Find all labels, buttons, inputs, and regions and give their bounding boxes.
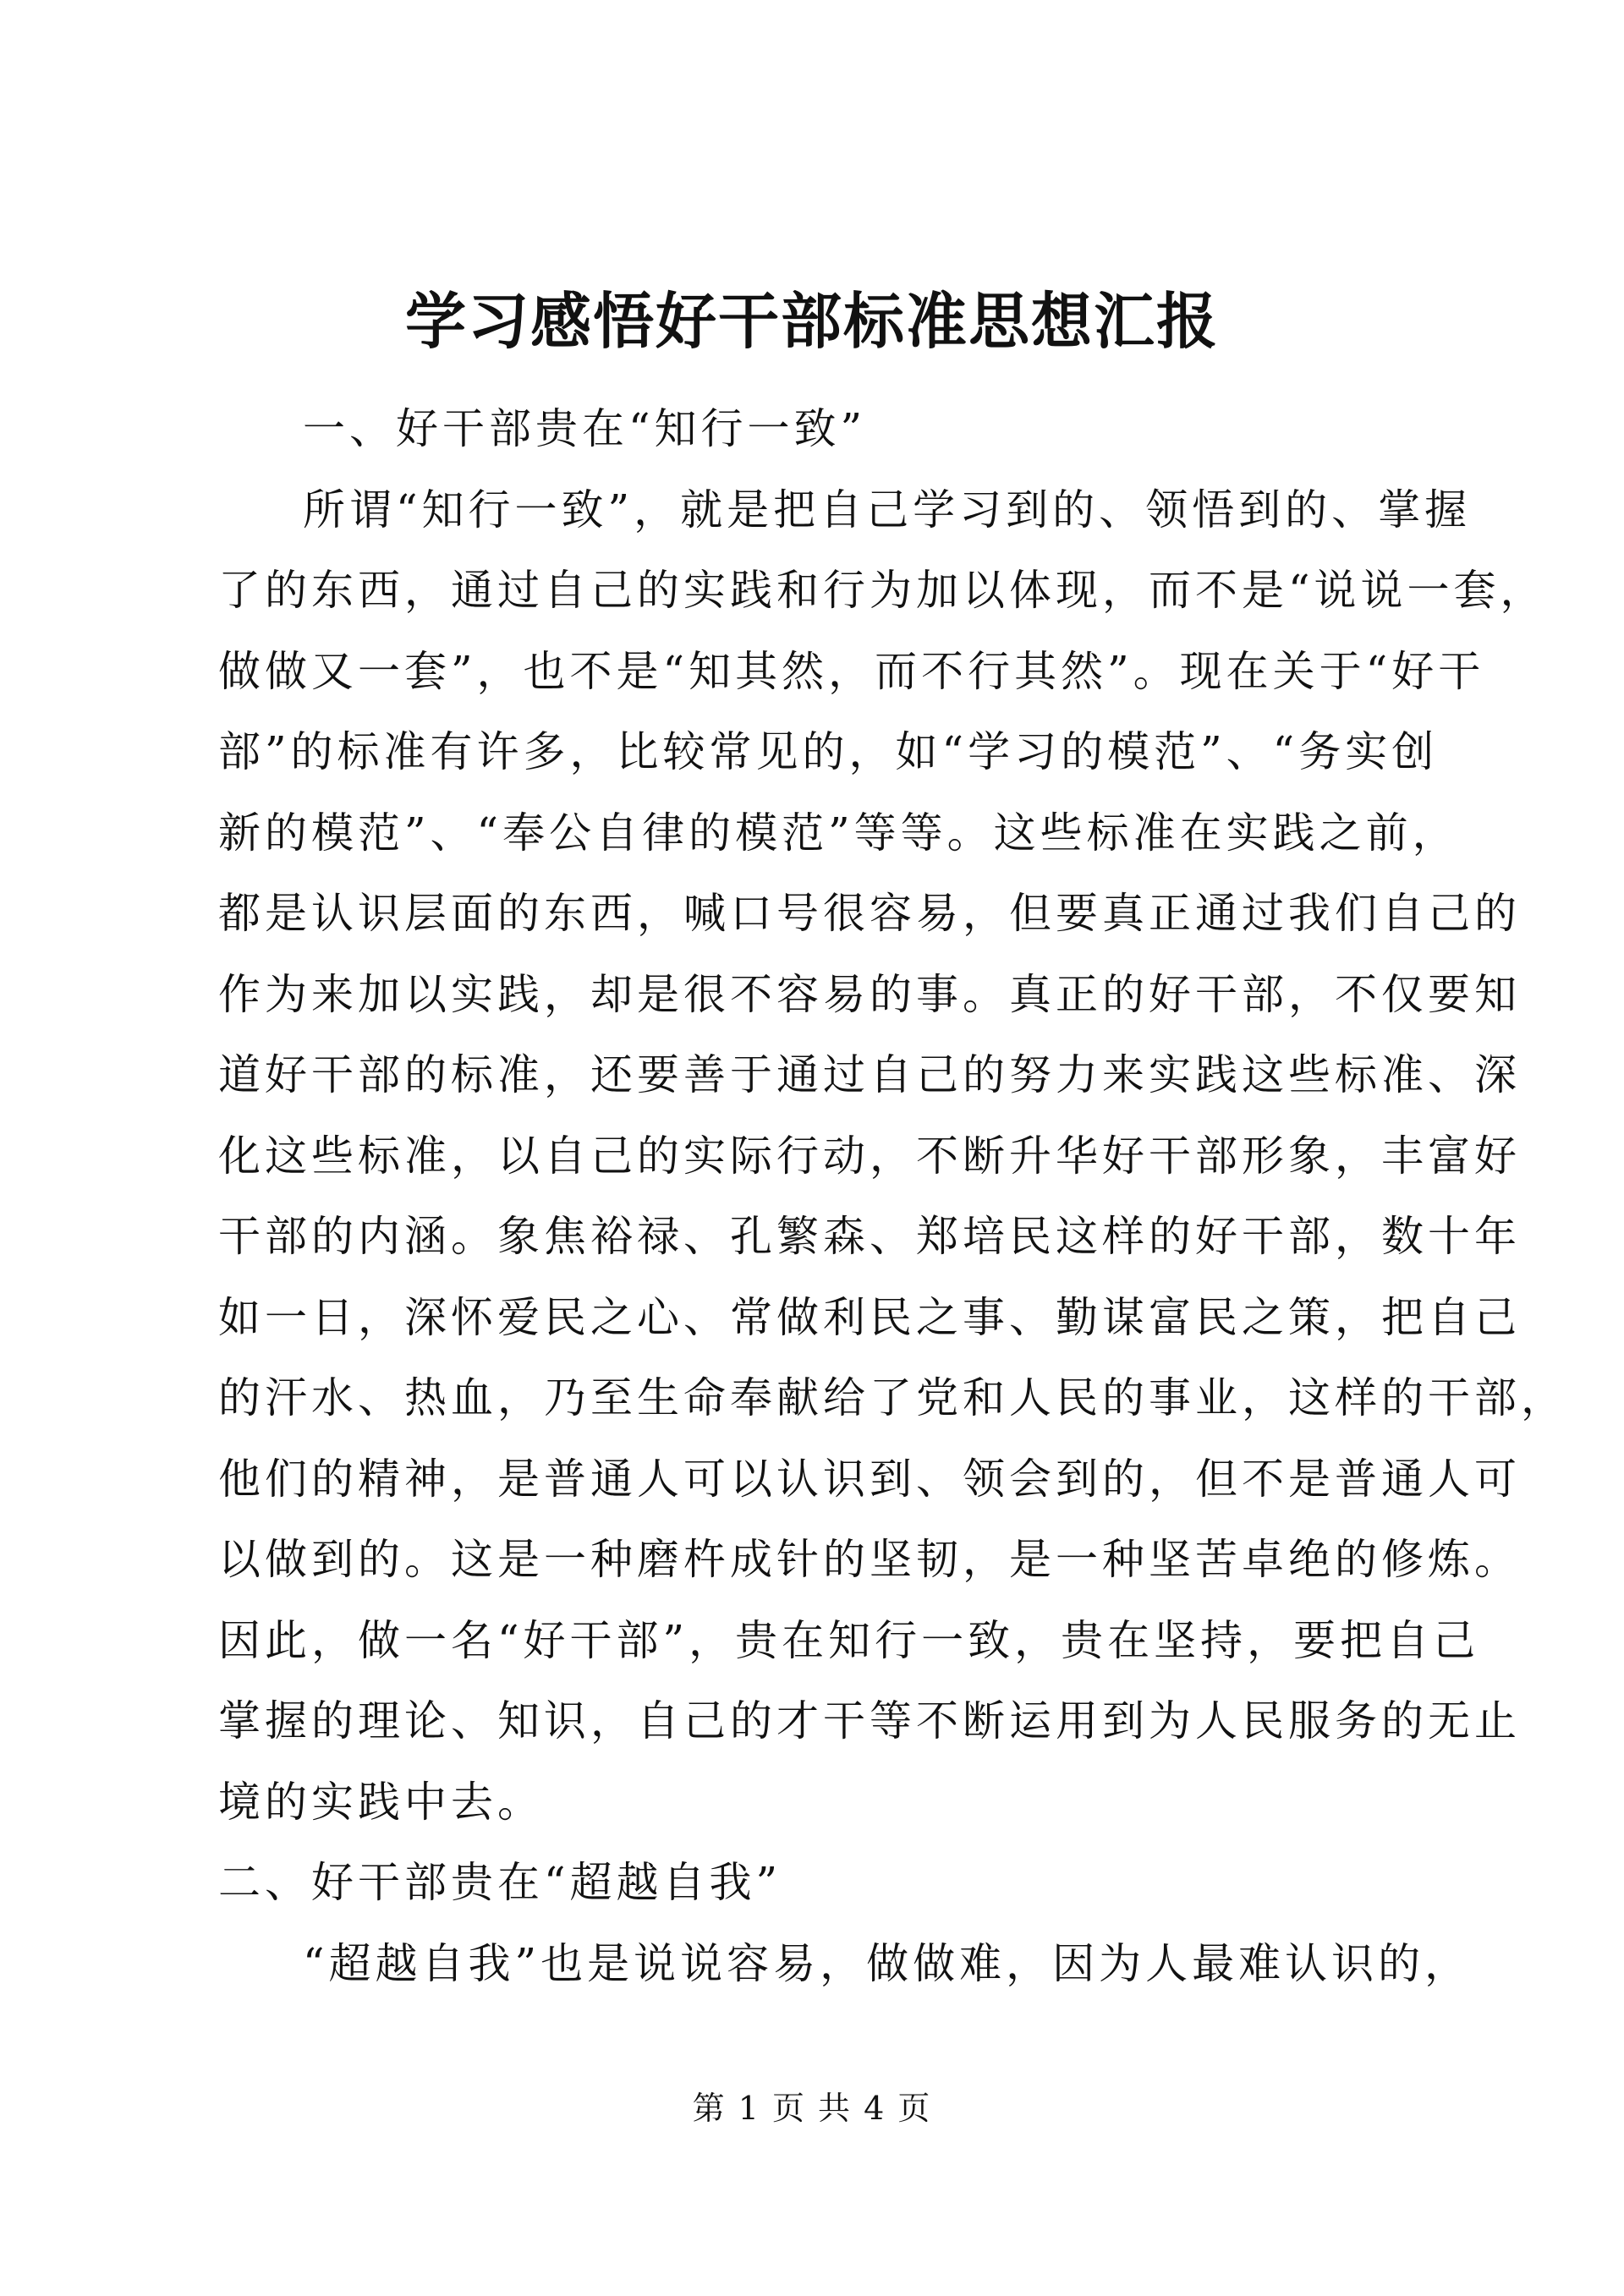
paragraph-line: 化这些标准，以自己的实际行动，不断升华好干部形象，丰富好	[218, 1131, 1521, 1181]
paragraph-line: 境的实践中去。	[218, 1777, 544, 1827]
paragraph-line: 都是认识层面的东西，喊口号很容易，但要真正通过我们自己的	[218, 889, 1521, 938]
paragraph-line: 干部的内涵。象焦裕禄、孔繁森、郑培民这样的好干部，数十年	[218, 1212, 1521, 1261]
page-number-footer: 第 1 页 共 4 页	[692, 2090, 932, 2127]
document-title: 学习感悟好干部标准思想汇报	[404, 285, 1219, 357]
paragraph-line: 他们的精神，是普通人可以认识到、领会到的，但不是普通人可	[218, 1454, 1521, 1504]
paragraph-line: 了的东西，通过自己的实践和行为加以体现，而不是“说说一套，	[218, 566, 1547, 615]
paragraph-line: 道好干部的标准，还要善于通过自己的努力来实践这些标准、深	[218, 1050, 1521, 1099]
paragraph-line: 二、好干部贵在“超越自我”	[218, 1858, 782, 1907]
section-heading-2: “超越自我”也是说说容易，做做难，因为人最难认识的，	[303, 1938, 1472, 1988]
paragraph-line	[218, 2004, 1419, 2085]
paragraph-line: 做做又一套”，也不是“知其然，而不行其然”。现在关于“好干	[218, 646, 1485, 696]
paragraph-line: 所谓“知行一致”，就是把自己学习到的、领悟到的、掌握	[303, 485, 1472, 534]
paragraph-line: 的汗水、热血，乃至生命奉献给了党和人民的事业，这样的干部，	[218, 1373, 1567, 1422]
paragraph-line: 部”的标准有许多，比较常见的，如“学习的模范”、“务实创	[218, 727, 1439, 776]
paragraph-line: 作为来加以实践，却是很不容易的事。真正的好干部，不仅要知	[218, 969, 1521, 1019]
paragraph-line: 新的模范”、“奉公自律的模范”等等。这些标准在实践之前，	[218, 808, 1459, 858]
section-heading-1: 一、好干部贵在“知行一致”	[303, 404, 867, 453]
paragraph-line: 掌握的理论、知识，自己的才干等不断运用到为人民服务的无止	[218, 1696, 1521, 1745]
paragraph-line: 以做到的。这是一种磨杵成针的坚韧，是一种坚苦卓绝的修炼。	[218, 1535, 1521, 1584]
document-body	[218, 389, 1567, 2085]
paragraph-line: 因此，做一名“好干部”，贵在知行一致，贵在坚持，要把自己	[218, 1615, 1480, 1665]
paragraph-line: 如一日，深怀爱民之心、常做利民之事、勤谋富民之策，把自己	[218, 1292, 1521, 1342]
